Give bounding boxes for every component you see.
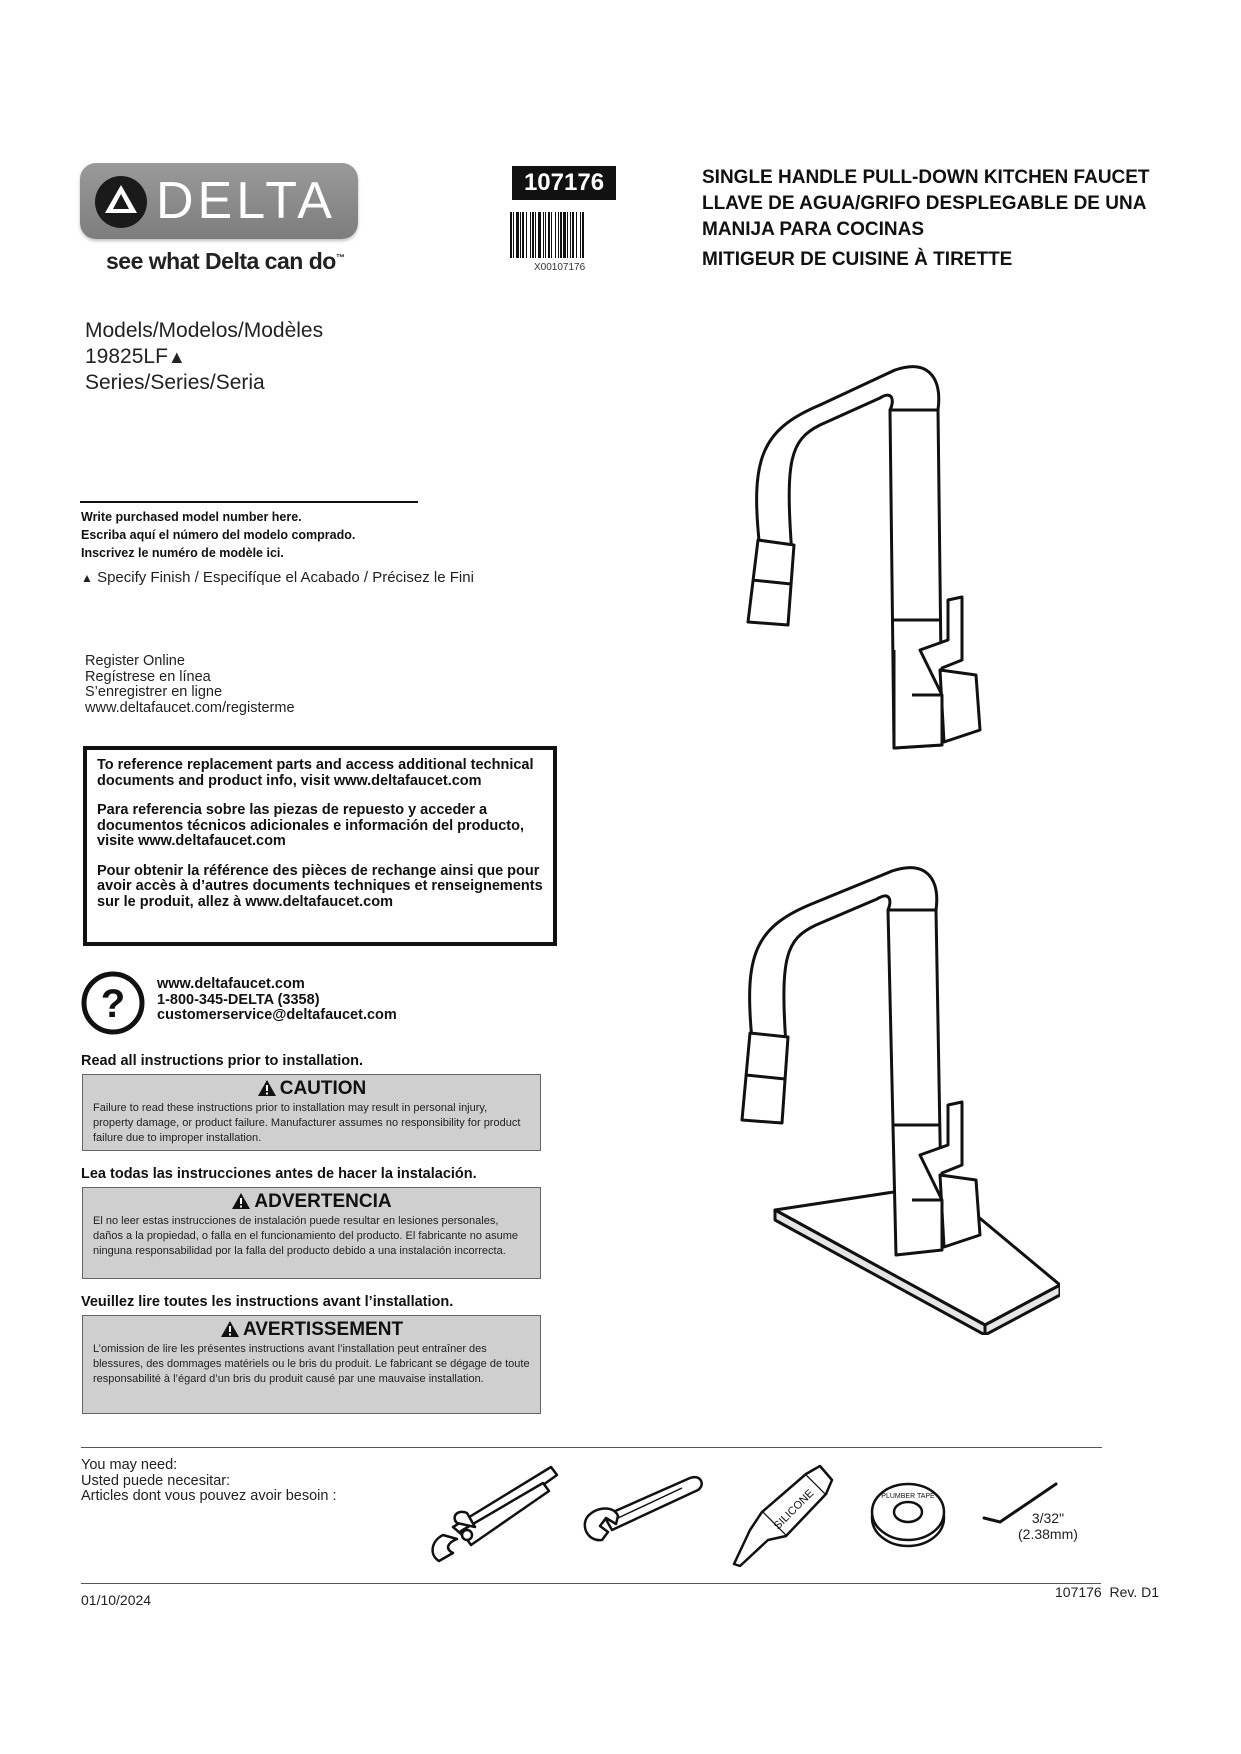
footer-revision: 107176 Rev. D1 — [1055, 1584, 1160, 1600]
barcode-bar — [513, 212, 514, 258]
title-en: SINGLE HANDLE PULL-DOWN KITCHEN FAUCET — [702, 167, 1150, 188]
barcode-bar — [510, 212, 512, 258]
contact-block — [157, 977, 397, 1024]
register-link[interactable]: www.deltafaucet.com/registerme — [85, 699, 295, 716]
barcode-bar — [558, 212, 559, 258]
tagline: see what Delta can do™ — [106, 248, 345, 274]
barcode-bar — [522, 212, 524, 258]
model-number: 19825LF▲ — [85, 345, 186, 368]
advertencia-box — [82, 1187, 541, 1279]
reference-es: Para referencia sobre las piezas de repuesto y acceder a documentos técnicos adicionales e información del producto, visite www.deltafaucet.com — [97, 802, 525, 849]
caution-body: Failure to read these instructions prior to installation may result in personal injury, property damage, or product failure. Manufacturer assumes no responsibility for product failure due to improper installation. — [93, 1102, 521, 1144]
barcode-bar — [582, 212, 584, 258]
svg-text:?: ? — [100, 982, 126, 1026]
read-instructions-es: Lea todas las instrucciones antes de hacer la instalación. — [81, 1166, 477, 1182]
contact-email[interactable]: customerservice@deltafaucet.com — [157, 1007, 397, 1023]
barcode-bar — [570, 212, 571, 258]
document-number: 107176 — [512, 166, 616, 200]
barcode-bar — [520, 212, 521, 258]
delta-logo — [80, 163, 358, 239]
avertissement-box — [82, 1315, 541, 1414]
barcode-bar — [580, 212, 581, 258]
warning-triangle-icon — [257, 1079, 277, 1097]
faucet-with-deckplate-illustration — [680, 855, 1060, 1335]
barcode-bar — [551, 212, 552, 258]
barcode-text: X00107176 — [534, 262, 586, 273]
tools-top-rule — [81, 1447, 1102, 1448]
barcode-bar — [530, 212, 531, 258]
reference-en: To reference replacement parts and access additional technical documents and product info, visit www.deltafaucet.com — [97, 757, 534, 789]
series-label: Series/Series/Seria — [85, 371, 265, 394]
tape-label: PLUMBER TAPE — [881, 1493, 935, 1500]
faucet-illustration — [680, 350, 1040, 790]
caution-box — [82, 1074, 541, 1151]
avertissement-body: L’omission de lire les présentes instructions avant l’installation peut entraîner des blessures, des dommages matériels ou le bris du produit. Le fabricant se dégage de toute responsabilité à l’égard d’un bris du produit causé par une mauvaise installation. — [93, 1343, 530, 1385]
write-model-note: Write purchased model number here. Escriba aquí el número del modelo comprado. Inscrivez le numéro de modèle ici. — [81, 510, 356, 560]
barcode-bar — [555, 212, 556, 258]
models-block — [85, 318, 323, 396]
brand-name: DELTA — [156, 172, 336, 230]
footer-date: 01/10/2024 — [81, 1592, 152, 1608]
tools-needed-label: You may need: Usted puede necesitar: Articles dont vous pouvez avoir besoin : — [81, 1457, 337, 1504]
reference-fr: Pour obtenir la référence des pièces de rechange ainsi que pour avoir accès à d’autres documents techniques et renseignements sur le produit, allez à www.deltafaucet.com — [97, 862, 543, 910]
read-instructions-fr: Veuillez lire toutes les instructions avant l’installation. — [81, 1294, 454, 1310]
barcode-bar — [563, 212, 566, 258]
barcode-bar — [516, 212, 519, 258]
footer-rule — [81, 1583, 1101, 1584]
models-label: Models/Modelos/Modèles — [85, 319, 324, 342]
barcode-bar — [535, 212, 536, 258]
silicone-label: SILICONE — [771, 1487, 817, 1533]
avertissement-heading: AVERTISSEMENT — [93, 1318, 530, 1342]
title-es-line1: LLAVE DE AGUA/GRIFO DESPLEGABLE DE UNA — [702, 193, 1147, 214]
adjustable-wrench-icon — [578, 1470, 708, 1550]
advertencia-heading: ADVERTENCIA — [93, 1190, 530, 1214]
register-block: Register Online Regístrese en línea S’enregistrer en ligne www.deltafaucet.com/registerme — [85, 653, 295, 716]
silicone-tube-icon — [728, 1460, 838, 1570]
barcode-bar — [526, 212, 527, 258]
finish-triangle-icon: ▲ — [167, 347, 186, 367]
barcode-bar — [548, 212, 550, 258]
barcode-bar — [567, 212, 568, 258]
caution-heading: CAUTION — [93, 1077, 530, 1101]
pliers-icon — [423, 1455, 563, 1565]
barcode-bar — [532, 212, 534, 258]
finish-triangle-icon: ▲ — [81, 571, 93, 585]
question-circle-icon — [80, 970, 146, 1036]
product-titles — [702, 165, 1202, 273]
barcode-bar — [538, 212, 541, 258]
title-es-line2: MANIJA PARA COCINAS — [702, 219, 925, 240]
advertencia-body: El no leer estas instrucciones de instalación puede resultar en lesiones personales, daños a la propiedad, o falla en el funcionamiento del producto. El fabricante no asume ninguna responsabilidad por la falla del producto debido a una instalación incorrecta. — [93, 1215, 519, 1257]
reference-info-box — [83, 746, 557, 946]
barcode-bar — [560, 212, 562, 258]
contact-web[interactable]: www.deltafaucet.com — [157, 976, 305, 992]
title-fr: MITIGEUR DE CUISINE À TIRETTE — [702, 249, 1013, 270]
barcode-bar — [545, 212, 546, 258]
warning-triangle-icon — [231, 1192, 251, 1210]
finish-note: ▲ Specify Finish / Especifíque el Acabado / Précisez le Fini — [81, 569, 474, 586]
plumber-tape-icon — [868, 1478, 948, 1550]
contact-phone: 1-800-345-DELTA (3358) — [157, 991, 320, 1008]
barcode-bar — [572, 212, 574, 258]
delta-triangle-logo-icon — [92, 173, 150, 231]
barcode — [508, 212, 626, 260]
warning-triangle-icon — [220, 1320, 240, 1338]
read-instructions-en: Read all instructions prior to installation. — [81, 1053, 363, 1069]
barcode-bar — [576, 212, 577, 258]
barcode-bar — [543, 212, 544, 258]
hex-key-size: 3/32" (2.38mm) — [1018, 1510, 1078, 1542]
model-write-line — [80, 501, 418, 503]
